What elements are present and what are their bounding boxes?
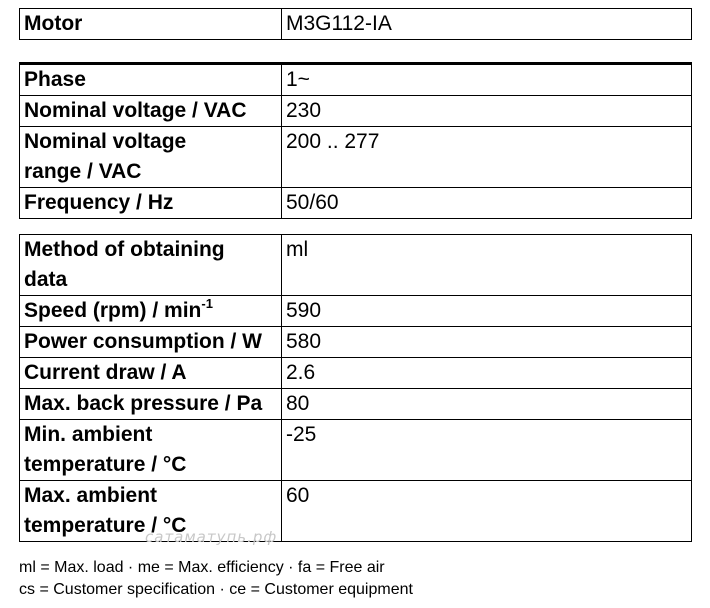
performance-table <box>19 234 692 542</box>
table-row <box>20 420 692 481</box>
table-row <box>20 327 692 358</box>
voltage-range-label-line1: Nominal voltage <box>24 130 187 153</box>
max-ambient-label-line1: Max. ambient <box>24 484 158 507</box>
phase-label: Phase <box>20 64 282 96</box>
motor-label: Motor <box>20 9 282 40</box>
method-label-line2: data <box>24 268 68 291</box>
frequency-value: 50/60 <box>282 188 692 219</box>
table-row <box>20 481 692 542</box>
footnote-line-1: ml = Max. load · me = Max. efficiency · fa = Free air <box>19 559 385 576</box>
speed-label-exponent: -1 <box>201 296 213 311</box>
method-label-line1: Method of obtaining <box>24 238 225 261</box>
current-draw-value: 2.6 <box>282 358 692 389</box>
power-consumption-label: Power consumption / W <box>20 327 282 358</box>
table-row <box>20 9 692 40</box>
electrical-table <box>19 62 692 219</box>
table-row <box>20 296 692 327</box>
voltage-range-label <box>20 127 282 188</box>
footnote-line-2: cs = Customer specification · ce = Customer equipment <box>19 581 413 598</box>
power-consumption-value: 580 <box>282 327 692 358</box>
min-ambient-value: -25 <box>282 420 692 481</box>
min-ambient-label-line2: temperature / °C <box>24 453 187 476</box>
voltage-range-value: 200 .. 277 <box>282 127 692 188</box>
phase-value: 1~ <box>282 64 692 96</box>
min-ambient-label <box>20 420 282 481</box>
table-row <box>20 127 692 188</box>
nominal-voltage-value: 230 <box>282 96 692 127</box>
table-row <box>20 235 692 296</box>
table-row <box>20 64 692 96</box>
speed-label-text: Speed (rpm) / min <box>24 299 202 322</box>
voltage-range-label-line2: range / VAC <box>24 160 142 183</box>
current-draw-label: Current draw / A <box>20 358 282 389</box>
back-pressure-label: Max. back pressure / Pa <box>20 389 282 420</box>
max-ambient-value: 60 <box>282 481 692 542</box>
table-row <box>20 188 692 219</box>
speed-value: 590 <box>282 296 692 327</box>
method-value: ml <box>282 235 692 296</box>
min-ambient-label-line1: Min. ambient <box>24 423 153 446</box>
footnotes <box>19 557 413 601</box>
speed-label <box>20 296 282 327</box>
motor-value: M3G112-IA <box>282 9 692 40</box>
table-row <box>20 389 692 420</box>
table-row <box>20 358 692 389</box>
max-ambient-label-line2: temperature / °C <box>24 514 187 537</box>
table-row <box>20 96 692 127</box>
method-label <box>20 235 282 296</box>
watermark: сатаматупь.рф <box>145 528 278 546</box>
frequency-label: Frequency / Hz <box>20 188 282 219</box>
motor-table <box>19 8 692 40</box>
nominal-voltage-label: Nominal voltage / VAC <box>20 96 282 127</box>
back-pressure-value: 80 <box>282 389 692 420</box>
